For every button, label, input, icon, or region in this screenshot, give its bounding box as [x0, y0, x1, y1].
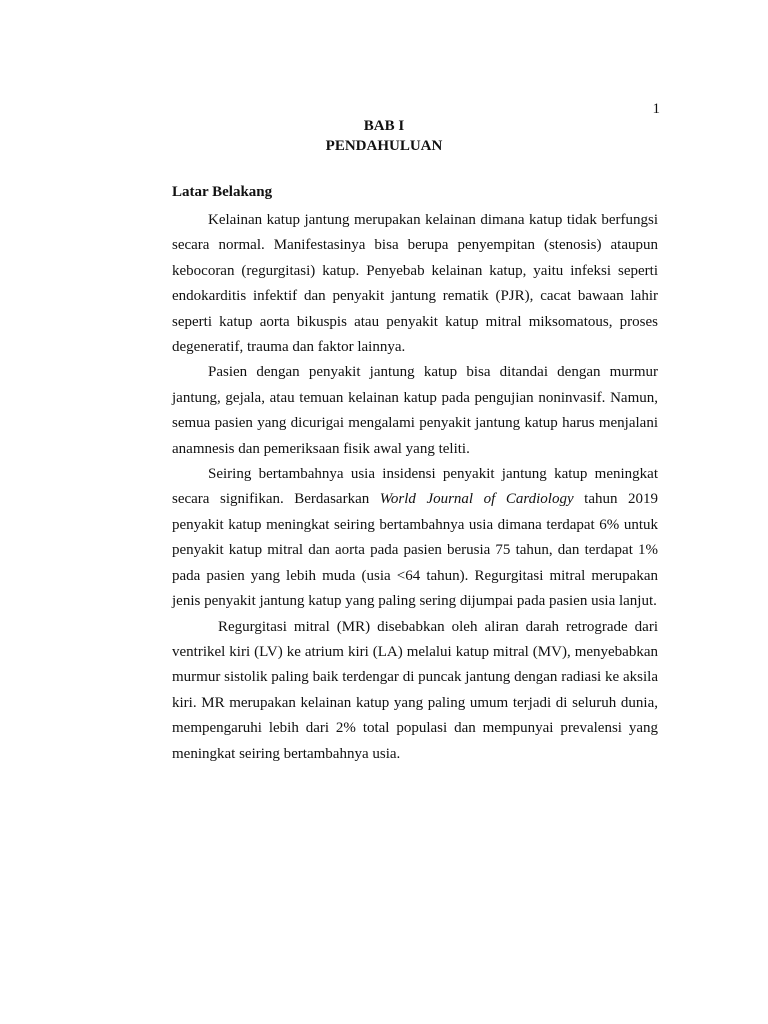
paragraph-2: Pasien dengan penyakit jantung katup bisa ditandai dengan murmur jantung, gejala, atau temuan kelainan katup pada pengujian noninvasif. Namun, semua pasien yang dicurigai mengalami penyakit jantung katup harus menjalani anamnesis dan pemeriksaan fisik awal yang teliti. [172, 364, 658, 457]
chapter-title: PENDAHULUAN [325, 138, 443, 154]
paragraph-3 [172, 462, 658, 614]
paragraph-4: Regurgitasi mitral (MR) disebabkan oleh aliran darah retrograde dari ventrikel kiri (LV) ke atrium kiri (LA) melalui katup mitral (MV), menyebabkan murmur sistolik paling baik terdengar di puncak jantung dengan radiasi ke aksila kiri. MR merupakan kelainan katup yang paling umum terjadi di seluruh dunia, mempengaruhi lebih dari 2% total populasi dan mempunyai prevalensi yang meningkat seiring bertambahnya usia. [172, 618, 658, 762]
chapter-label: BAB I [363, 118, 405, 134]
journal-name: World Journal of Cardiology [379, 491, 574, 508]
paragraph-3-intro: Seiring bertambahnya usia insidensi penyakit jantung katup meningkat secara signifikan. Berdasarkan [172, 466, 658, 508]
chapter-heading [0, 116, 768, 156]
paragraph-1: Kelainan katup jantung merupakan kelainan dimana katup tidak berfungsi secara normal. Manifestasinya bisa berupa penyempitan (stenosis) ataupun kebocoran (regurgitasi) katup. Penyebab kelainan katup, yaitu infeksi seperti endokarditis infektif dan penyakit jantung rematik (PJR), cacat bawaan lahir seperti katup aorta bikuspis atau penyakit katup mitral miksomatous, proses degeneratif, trauma dan faktor lainnya. [172, 212, 658, 356]
paragraph-3-rest: tahun 2019 penyakit katup meningkat seiring bertambahnya usia dimana terdapat 6% untuk penyakit katup mitral dan aorta pada pasien berusia 75 tahun, dan terdapat 1% pada pasien yang lebih muda (usia <64 tahun). Regurgitasi mitral merupakan jenis penyakit jantung katup yang paling sering dijumpai pada pasien usia lanjut. [172, 491, 659, 610]
section-title: Latar Belakang [172, 184, 273, 200]
page-number: 1 [652, 101, 660, 117]
body-text [172, 208, 658, 767]
